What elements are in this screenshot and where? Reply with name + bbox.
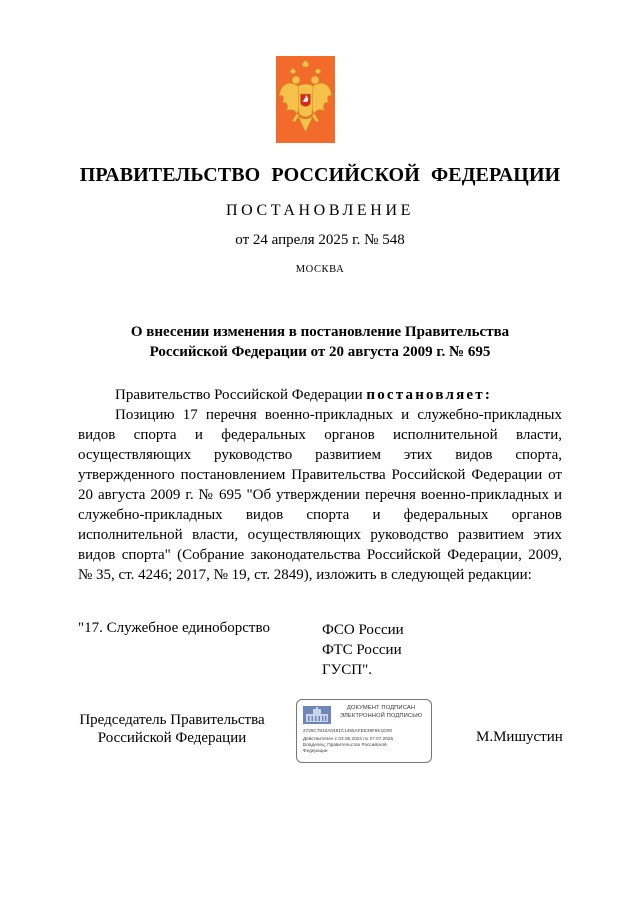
signer-name: М.Мишустин [476,729,563,745]
government-title: ПРАВИТЕЛЬСТВО РОССИЙСКОЙ ФЕДЕРАЦИИ [79,164,561,186]
signer-title [78,711,266,747]
document-subject [0,322,640,362]
signer-title-line-2: Российской Федерации [97,730,247,746]
subject-line-2: Российской Федерации от 20 августа 2009 г. № 695 [149,344,491,360]
stamp-validity: Действителен с 03.05.2024 по 27.07.2025 [303,736,394,741]
main-paragraph: Позицию 17 перечня военно-прикладных и служебно-прикладных видов спорта и федеральных органов исполнительной власти, осуществляющих руководство развитием этих видов спорта, утвержденного постановлением Правительства Российской Федерации от 20 августа 2009 г. № 695 "Об утверждении перечня военно-прикладных и служебно-прикладных видов спорта и федеральных органов исполнительной власти, осуществляющих руководство развитием этих видов спорта" (Собрание законодательства Российской Федерации, 2009, № 35, ст. 4246; 2017, № 19, ст. 2849), изложить в следующей редакции: [78,407,562,583]
stamp-owner-line-2: Федерации [303,748,328,753]
document-body [78,385,562,585]
stamp-title-line-1: ДОКУМЕНТ ПОДПИСАН [346,705,416,711]
stamp-title-line-2: ЭЛЕКТРОННОЙ ПОДПИСЬЮ [339,712,423,719]
intro-prefix: Правительство Российской Федерации [115,387,367,403]
government-building-icon [303,706,331,724]
electronic-signature-stamp [296,699,432,763]
org-gusp: ГУСП". [322,662,373,678]
signer-title-line-1: Председатель Правительства [79,712,265,728]
stamp-owner-line-1: Владелец: Правительство Российской [303,742,387,747]
org-fts: ФТС России [322,642,402,658]
document-city: МОСКВА [295,264,345,275]
document-type: ПОСТАНОВЛЕНИЕ [226,202,414,219]
subject-line-1: О внесении изменения в постановление Правительства [130,324,510,340]
intro-decree-word: постановляет: [366,387,493,403]
org-fso: ФСО России [322,622,404,638]
document-date-number: от 24 апреля 2025 г. № 548 [235,232,405,248]
item-17-orgs [322,620,404,680]
coat-of-arms-icon [276,56,335,143]
stamp-title [333,705,429,720]
item-17-name: "17. Служебное единоборство [78,620,270,636]
intro-line [78,385,562,405]
stamp-certificate: 2726C7810A0481C1455AFEE38F8K1D09 [303,728,392,733]
